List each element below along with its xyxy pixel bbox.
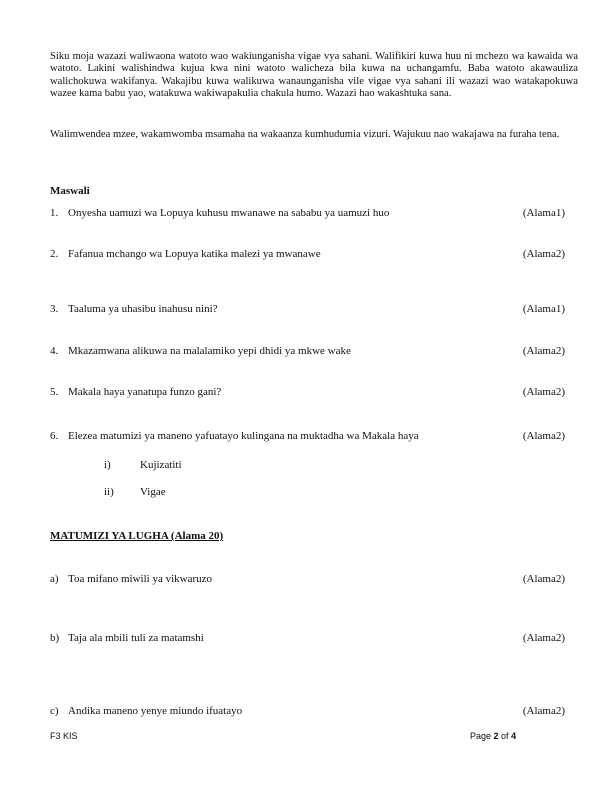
question-text: Elezea matumizi ya maneno yafuatayo kulingana na muktadha wa Makala haya <box>68 430 419 442</box>
sub-item-number: ii) <box>104 486 114 498</box>
page-total: 4 <box>511 731 517 741</box>
questions-heading: Maswali <box>50 185 90 197</box>
question-number: a) <box>50 573 59 585</box>
question-text: Taja ala mbili tuli za matamshi <box>68 632 204 644</box>
question-marks: (Alama2) <box>522 632 565 644</box>
footer-paper-code: F3 KIS <box>50 731 78 741</box>
question-marks: (Alama1) <box>522 207 565 219</box>
passage-paragraph-2: Walimwendea mzee, wakamwomba msamaha na wakaanza kumhudumia vizuri. Wajukuu nao wakajawa na furaha tena. <box>50 129 560 140</box>
question-number: b) <box>50 632 60 644</box>
question-text: Makala haya yanatupa funzo gani? <box>68 386 222 398</box>
question-row <box>50 386 565 400</box>
language-question-row <box>50 573 565 587</box>
sub-item-number: i) <box>104 459 111 471</box>
question-marks: (Alama2) <box>522 345 565 357</box>
question-number: 5. <box>50 386 59 398</box>
sub-item-row <box>104 486 304 500</box>
question-text: Andika maneno yenye miundo ifuatayo <box>68 705 243 717</box>
question-number: c) <box>50 705 59 717</box>
question-row <box>50 248 565 262</box>
question-text: Onyesha uamuzi wa Lopuya kuhusu mwanawe na sababu ya uamuzi huo <box>68 207 390 219</box>
language-question-row <box>50 705 565 719</box>
question-row <box>50 207 565 221</box>
question-number: 3. <box>50 303 59 315</box>
sub-item-text: Kujizatiti <box>140 459 182 471</box>
question-text: Fafanua mchango wa Lopuya katika malezi ya mwanawe <box>68 248 321 260</box>
question-marks: (Alama2) <box>522 386 565 398</box>
page-prefix: Page <box>470 731 494 741</box>
question-number: 2. <box>50 248 59 260</box>
question-text: Taaluma ya uhasibu inahusu nini? <box>68 303 218 315</box>
question-number: 4. <box>50 345 59 357</box>
sub-item-row <box>104 459 304 473</box>
page-of: of <box>498 731 512 741</box>
language-question-row <box>50 632 565 646</box>
question-row <box>50 430 565 444</box>
page-current: 2 <box>493 731 499 741</box>
passage-paragraph-1: Siku moja wazazi waliwaona watoto wao wakiunganisha vigae vya sahani. Walifikiri kuwa huu ni mchezo wa kawaida wa watoto. Lakini walishindwa kujua kwa nini watoto walicheza bila kuwa na uchangamfu. Baba watoto akawauliza walichokuwa wakifanya. Wakajibu kuwa walikuwa wanaunganisha vile vigae vya sahani ili wazazi wao watakapokuwa wazee kama babu yao, watakuwa wakiwapakulia chakula humo. Wazazi hao wakashtuka sana. <box>50 51 578 100</box>
question-marks: (Alama1) <box>522 303 565 315</box>
question-number: 1. <box>50 207 59 219</box>
sub-item-text: Vigae <box>140 486 166 498</box>
question-text: Toa mifano miwili ya vikwaruzo <box>68 573 213 585</box>
question-marks: (Alama2) <box>522 248 565 260</box>
question-marks: (Alama2) <box>522 430 565 442</box>
question-row <box>50 345 565 359</box>
question-marks: (Alama2) <box>522 573 565 585</box>
question-row <box>50 303 565 317</box>
question-number: 6. <box>50 430 59 442</box>
question-text: Mkazamwana alikuwa na malalamiko yepi dhidi ya mkwe wake <box>68 345 351 357</box>
question-marks: (Alama2) <box>522 705 565 717</box>
footer-page-number <box>470 731 516 741</box>
language-section-title: MATUMIZI YA LUGHA (Alama 20) <box>50 530 224 542</box>
